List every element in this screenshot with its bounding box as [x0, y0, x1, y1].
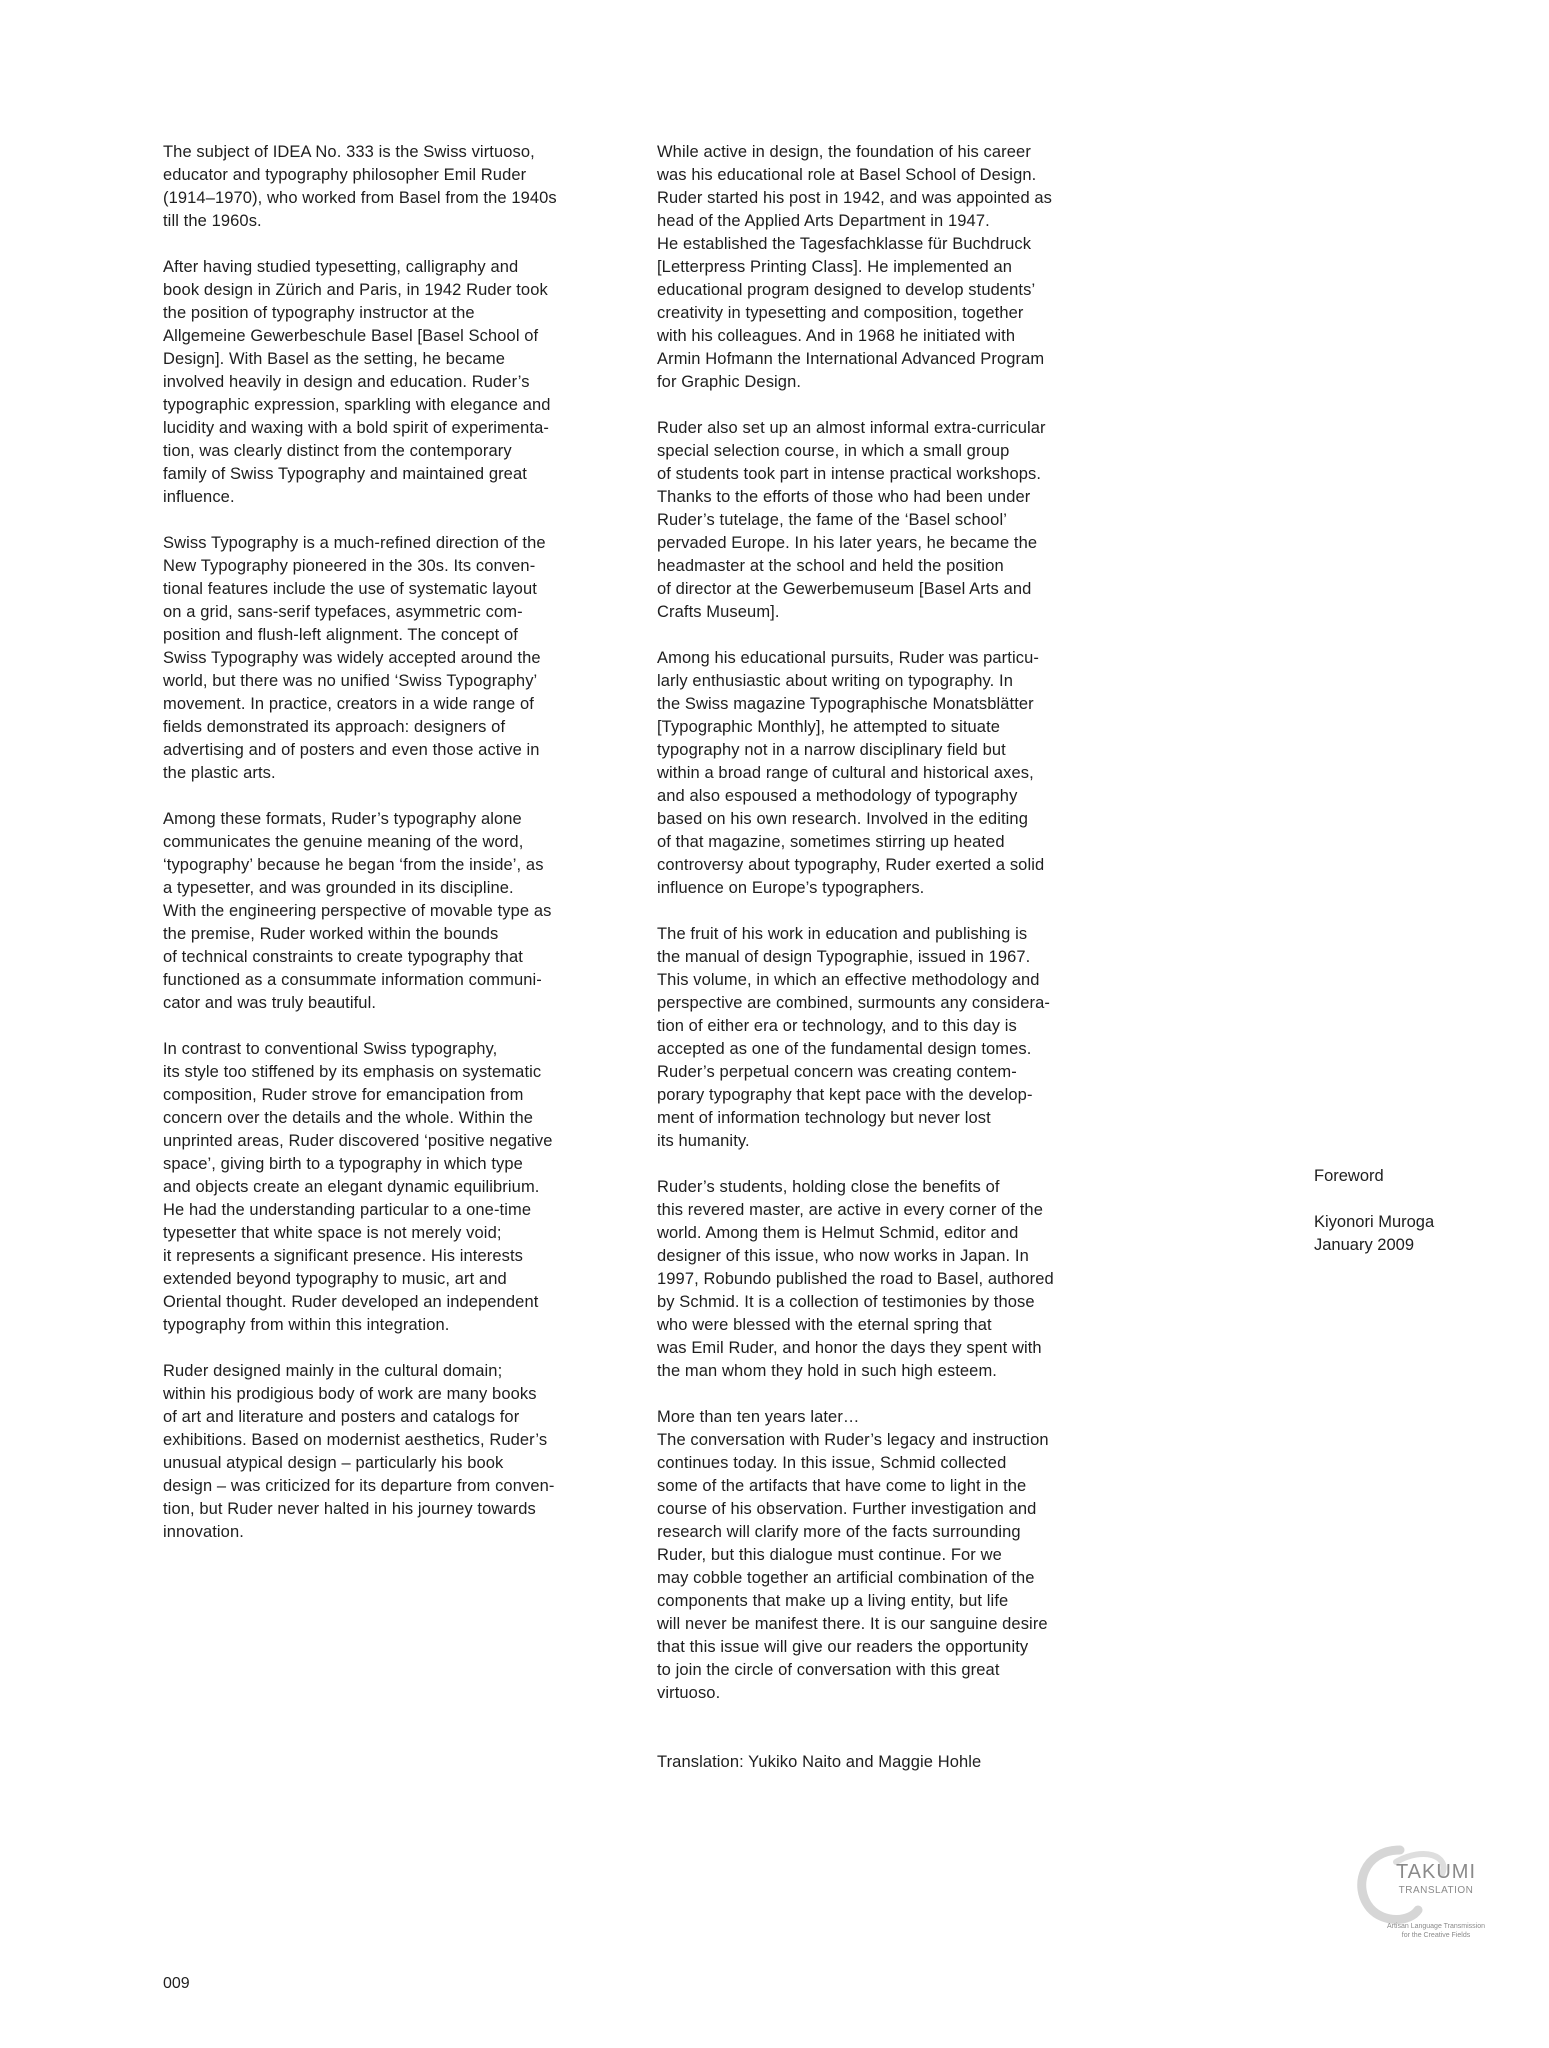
logo-tagline: for the Creative Fields — [1401, 1932, 1471, 1939]
text-line: While active in design, the foundation of his career — [657, 143, 1031, 161]
text-line: till the 1960s. — [163, 212, 262, 230]
text-line: Design]. With Basel as the setting, he became — [163, 350, 506, 368]
text-line: communicates the genuine meaning of the word, — [163, 833, 524, 851]
text-line: the manual of design Typographie, issued in 1967. — [657, 948, 1031, 966]
text-line: space’, giving birth to a typography in which type — [163, 1155, 523, 1173]
text-line: components that make up a living entity, but life — [657, 1592, 1009, 1610]
text-line: of students took part in intense practical workshops. — [657, 465, 1042, 483]
text-line: was Emil Ruder, and honor the days they spent with — [657, 1339, 1042, 1357]
text-line: position and flush-left alignment. The concept of — [163, 626, 518, 644]
text-line: research will clarify more of the facts surrounding — [657, 1523, 1021, 1541]
page-number: 009 — [163, 1975, 190, 1992]
text-line: Among his educational pursuits, Ruder was particu- — [657, 649, 1039, 667]
text-line: world. Among them is Helmut Schmid, editor and — [657, 1224, 1019, 1242]
foreword-sidebar — [1314, 1165, 1494, 1257]
text-line: of that magazine, sometimes stirring up heated — [657, 833, 1005, 851]
translation-credit: Translation: Yukiko Naito and Maggie Hohle — [657, 1753, 982, 1771]
text-line: some of the artifacts that have come to light in the — [657, 1477, 1027, 1495]
text-line: of art and literature and posters and catalogs for — [163, 1408, 520, 1426]
text-line: The fruit of his work in education and publishing is — [657, 925, 1028, 943]
text-line: tion, was clearly distinct from the contemporary — [163, 442, 512, 460]
text-line: was his educational role at Basel School of Design. — [657, 166, 1037, 184]
middle-column — [657, 141, 1127, 1797]
text-line: Swiss Typography is a much-refined direction of the — [163, 534, 546, 552]
text-line: Ruder also set up an almost informal extra-curricular — [657, 419, 1046, 437]
text-line: special selection course, in which a small group — [657, 442, 1010, 460]
paragraph — [163, 141, 633, 233]
text-line: The subject of IDEA No. 333 is the Swiss virtuoso, — [163, 143, 535, 161]
text-line: and objects create an elegant dynamic equilibrium. — [163, 1178, 540, 1196]
text-line: family of Swiss Typography and maintained great — [163, 465, 527, 483]
text-line: this revered master, are active in every corner of the — [657, 1201, 1043, 1219]
text-line: Oriental thought. Ruder developed an independent — [163, 1293, 539, 1311]
text-line: lucidity and waxing with a bold spirit of experimenta- — [163, 419, 550, 437]
text-line: ment of information technology but never lost — [657, 1109, 991, 1127]
text-line: He established the Tagesfachklasse für Buchdruck — [657, 235, 1032, 253]
text-line: Ruder designed mainly in the cultural domain; — [163, 1362, 503, 1380]
text-line: Ruder, but this dialogue must continue. For we — [657, 1546, 1002, 1564]
text-line: within his prodigious body of work are many books — [163, 1385, 537, 1403]
text-line: More than ten years later… — [657, 1408, 860, 1426]
text-line: head of the Applied Arts Department in 1947. — [657, 212, 990, 230]
paragraph — [163, 256, 633, 509]
text-line: within a broad range of cultural and historical axes, — [657, 764, 1034, 782]
text-line: book design in Zürich and Paris, in 1942 Ruder took — [163, 281, 548, 299]
text-line: typography from within this integration. — [163, 1316, 450, 1334]
text-line: porary typography that kept pace with the develop- — [657, 1086, 1033, 1104]
text-line: Ruder’s students, holding close the benefits of — [657, 1178, 1000, 1196]
text-line: ‘typography’ because he began ‘from the inside’, as — [163, 856, 544, 874]
text-line: a typesetter, and was grounded in its discipline. — [163, 879, 514, 897]
paragraph — [163, 808, 633, 1015]
paragraph — [657, 1176, 1127, 1383]
text-line: to join the circle of conversation with this great — [657, 1661, 1000, 1679]
text-line: cator and was truly beautiful. — [163, 994, 377, 1012]
text-line: that this issue will give our readers the opportunity — [657, 1638, 1029, 1656]
paragraph — [163, 1038, 633, 1337]
text-line: fields demonstrated its approach: designers of — [163, 718, 506, 736]
text-line: on a grid, sans-serif typefaces, asymmetric com- — [163, 603, 523, 621]
text-line: the premise, Ruder worked within the bounds — [163, 925, 499, 943]
text-line: Thanks to the efforts of those who had been under — [657, 488, 1031, 506]
text-line: educational program designed to develop students’ — [657, 281, 1036, 299]
text-line: its style too stiffened by its emphasis on systematic — [163, 1063, 542, 1081]
text-line: influence. — [163, 488, 235, 506]
text-line: He had the understanding particular to a one-time — [163, 1201, 532, 1219]
paragraph — [163, 532, 633, 785]
logo-tagline: Artisan Language Transmission — [1386, 1923, 1486, 1930]
text-line: pervaded Europe. In his later years, he became the — [657, 534, 1038, 552]
text-line: In contrast to conventional Swiss typography, — [163, 1040, 498, 1058]
text-line: virtuoso. — [657, 1684, 721, 1702]
text-line: composition, Ruder strove for emancipation from — [163, 1086, 524, 1104]
text-line: [Typographic Monthly], he attempted to situate — [657, 718, 1001, 736]
text-line: Among these formats, Ruder’s typography alone — [163, 810, 522, 828]
text-line: concern over the details and the whole. Within the — [163, 1109, 534, 1127]
paragraph — [657, 417, 1127, 624]
text-line: creativity in typesetting and composition, together — [657, 304, 1024, 322]
text-line: 1997, Robundo published the road to Basel, authored — [657, 1270, 1054, 1288]
text-line: tion, but Ruder never halted in his journey towards — [163, 1500, 536, 1518]
paragraph — [657, 923, 1127, 1153]
text-line: Ruder’s perpetual concern was creating contem- — [657, 1063, 1017, 1081]
text-line: Ruder started his post in 1942, and was appointed as — [657, 189, 1053, 207]
text-line: Armin Hofmann the International Advanced Program — [657, 350, 1045, 368]
text-line: course of his observation. Further investigation and — [657, 1500, 1037, 1518]
spacer — [1314, 1188, 1494, 1211]
text-line: design – was criticized for its departure from conven- — [163, 1477, 555, 1495]
text-line: world, but there was no unified ‘Swiss Typography’ — [163, 672, 538, 690]
paragraph — [163, 1360, 633, 1544]
text-line: its humanity. — [657, 1132, 750, 1150]
text-line: accepted as one of the fundamental design tomes. — [657, 1040, 1032, 1058]
text-line: (1914–1970), who worked from Basel from the 1940s — [163, 189, 557, 207]
paragraph — [657, 647, 1127, 900]
text-line: influence on Europe’s typographers. — [657, 879, 925, 897]
text-line: based on his own research. Involved in the editing — [657, 810, 1028, 828]
text-line: who were blessed with the eternal spring that — [657, 1316, 992, 1334]
text-line: involved heavily in design and education. Ruder’s — [163, 373, 530, 391]
text-line: with his colleagues. And in 1968 he initiated with — [657, 327, 1016, 345]
text-line: typography not in a narrow disciplinary field but — [657, 741, 1006, 759]
text-line: After having studied typesetting, calligraphy and — [163, 258, 519, 276]
text-line: for Graphic Design. — [657, 373, 802, 391]
text-line: educator and typography philosopher Emil Ruder — [163, 166, 527, 184]
text-line: Crafts Museum]. — [657, 603, 780, 621]
text-line: controversy about typography, Ruder exerted a solid — [657, 856, 1045, 874]
section-title: Foreword — [1314, 1167, 1384, 1185]
text-line: tion of either era or technology, and to this day is — [657, 1017, 1017, 1035]
text-line: advertising and of posters and even those active in — [163, 741, 540, 759]
date: January 2009 — [1314, 1236, 1414, 1254]
text-line: the Swiss magazine Typographische Monatsblätter — [657, 695, 1034, 713]
text-line: of technical constraints to create typography that — [163, 948, 523, 966]
logo-subname: TRANSLATION — [1398, 1885, 1474, 1896]
text-line: typesetter that white space is not merely void; — [163, 1224, 502, 1242]
text-line: Swiss Typography was widely accepted around the — [163, 649, 541, 667]
text-line: exhibitions. Based on modernist aesthetics, Ruder’s — [163, 1431, 548, 1449]
text-line: Ruder’s tutelage, the fame of the ‘Basel school’ — [657, 511, 1007, 529]
text-line: typographic expression, sparkling with elegance and — [163, 396, 551, 414]
text-line: extended beyond typography to music, art and — [163, 1270, 507, 1288]
paragraph — [657, 141, 1127, 394]
text-line: innovation. — [163, 1523, 244, 1541]
logo-name: TAKUMI — [1395, 1861, 1477, 1883]
text-line: headmaster at the school and held the position — [657, 557, 1004, 575]
takumi-logo — [1338, 1836, 1490, 1940]
text-line: functioned as a consummate information communi- — [163, 971, 542, 989]
text-line: New Typography pioneered in the 30s. Its conven- — [163, 557, 536, 575]
text-line: unusual atypical design – particularly his book — [163, 1454, 504, 1472]
text-line: unprinted areas, Ruder discovered ‘positive negative — [163, 1132, 553, 1150]
text-line: the man whom they hold in such high esteem. — [657, 1362, 997, 1380]
text-line: may cobble together an artificial combination of the — [657, 1569, 1035, 1587]
text-line: it represents a significant presence. His interests — [163, 1247, 524, 1265]
text-line: Allgemeine Gewerbeschule Basel [Basel School of — [163, 327, 539, 345]
text-line: will never be manifest there. It is our sanguine desire — [657, 1615, 1048, 1633]
text-line: continues today. In this issue, Schmid collected — [657, 1454, 1007, 1472]
spacer — [657, 1728, 1127, 1751]
text-line: With the engineering perspective of movable type as — [163, 902, 552, 920]
text-line: perspective are combined, surmounts any considera- — [657, 994, 1050, 1012]
text-line: larly enthusiastic about writing on typography. In — [657, 672, 1013, 690]
text-line: movement. In practice, creators in a wide range of — [163, 695, 534, 713]
text-line: This volume, in which an effective methodology and — [657, 971, 1040, 989]
text-line: The conversation with Ruder’s legacy and instruction — [657, 1431, 1049, 1449]
author-name: Kiyonori Muroga — [1314, 1213, 1435, 1231]
text-line: of director at the Gewerbemuseum [Basel Arts and — [657, 580, 1032, 598]
paragraph — [657, 1406, 1127, 1705]
text-line: by Schmid. It is a collection of testimonies by those — [657, 1293, 1035, 1311]
left-column — [163, 141, 633, 1567]
text-line: the plastic arts. — [163, 764, 276, 782]
text-line: [Letterpress Printing Class]. He implemented an — [657, 258, 1013, 276]
text-line: tional features include the use of systematic layout — [163, 580, 537, 598]
text-line: designer of this issue, who now works in Japan. In — [657, 1247, 1029, 1265]
text-line: the position of typography instructor at the — [163, 304, 475, 322]
text-line: and also espoused a methodology of typography — [657, 787, 1018, 805]
